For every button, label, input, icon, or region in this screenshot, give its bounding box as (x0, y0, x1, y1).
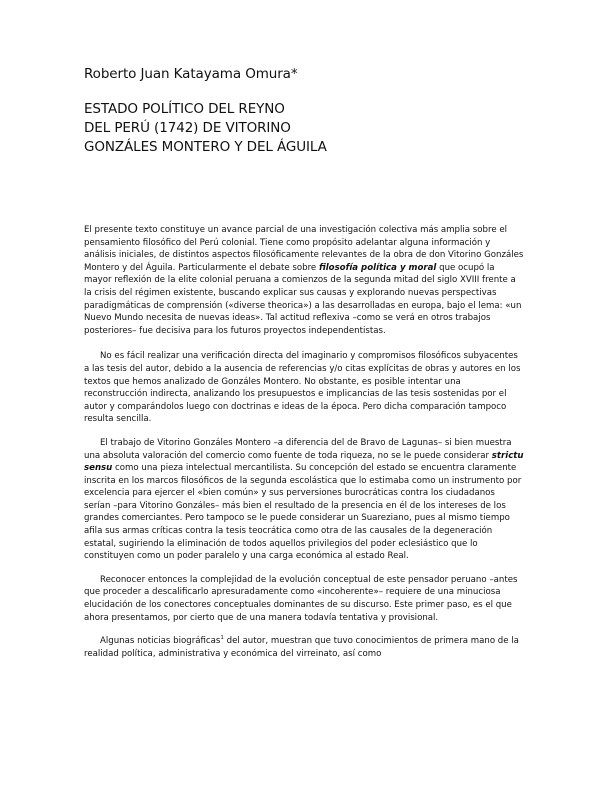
paragraph-5 (84, 635, 524, 660)
paragraph-1-text-b: que ocupó la mayor reflexión de la elite colonial peruana a comienzos de la segunda mitad del siglo XVIII frente a la crisis del régimen existente, buscando explicar sus causas y explorando nuevas perspectivas paradigmáticas de comprensión («diverse theorica») a las desarrolladas en europa, bajo el lema: «un Nuevo Mundo necesita de nuevas ideas». Tal actitud reflexiva –como se verá en otros trabajos posteriores– fue decisiva para los futuros proyectos independentistas. (84, 262, 522, 336)
paragraph-5-text-a: Algunas noticias biográficas (100, 636, 221, 647)
footnote-marker[interactable]: 1 (220, 635, 224, 642)
document-title (84, 100, 327, 157)
paragraph-1-text-a: El presente texto constituye un avance parcial de una investigación colectiva más amplia sobre el pensamiento filosófico del Perú colonial. Tiene como propósito adelantar alguna información y análisis iniciales, de distintos aspectos filosóficamente relevantes de la obra de don Vitorino Gonzáles Montero y del Águila. Particularmente el debate sobre (84, 225, 524, 273)
paragraph-3-text-a: El trabajo de Vitorino Gonzáles Montero –a diferencia del de Bravo de Lagunas– si bien muestra una absoluta valoración del comercio como fuente de toda riqueza, no se le puede considerar (84, 437, 512, 461)
paragraph-1-emphasis: filosofía política y moral (318, 262, 437, 273)
title-line-3: GONZÁLES MONTERO Y DEL ÁGUILA (84, 139, 327, 155)
author-name: Roberto Juan Katayama Omura* (84, 66, 298, 82)
paragraph-5-text-b: del autor, muestran que tuvo conocimientos de primera mano de la realidad política, administrativa y económica del virreinato, así como (84, 636, 519, 659)
paragraph-3 (84, 437, 524, 563)
paragraph-4: Reconocer entonces la complejidad de la evolución conceptual de este pensador peruano –antes que proceder a descalificarlo apresuradamente como «incoherente»– requiere de una minuciosa elucidación de los conectores conceptuales dominantes de su discurso. Este primer paso, es el que ahora presentamos, por cierto que de una manera todavía tentativa y provisional. (84, 574, 518, 623)
paragraph-3-emphasis: strictu sensu (84, 450, 524, 474)
paragraph-1 (84, 224, 524, 337)
paragraph-2: No es fácil realizar una verificación directa del imaginario y compromisos filosóficos subyacentes a las tesis del autor, debido a la ausencia de referencias y/o citas explícitas de obras y autores en los textos que hemos analizado de Gonzáles Montero. No obstante, es posible intentar una reconstrucción indirecta, analizando los presupuestos e implicancias de las tesis sostenidas por el autor y comparándolos luego con doctrinas e ideas de la época. Pero dicha comparación tampoco resulta sencilla. (84, 351, 521, 425)
title-line-1: ESTADO POLÍTICO DEL REYNO (84, 101, 285, 117)
title-line-2: DEL PERÚ (1742) DE VITORINO (84, 120, 291, 136)
paragraph-3-text-b: como una pieza intelectual mercantilista. Su concepción del estado se encuentra claramente inscrita en los marcos filosóficos de la segunda escolástica que lo estimaba como un instrumento por excelencia para ejercer el «bien común» y sus perversiones burocráticas contra los ciudadanos serían –para Vitorino Gonzáles– más bien el resultado de la presencia en él de los intereses de los grandes comerciantes. Pero tampoco se le puede considerar un Suareziano, pues al mismo tiempo afila sus armas críticas contra la tesis teocrática como otra de las causales de la degeneración estatal, sugiriendo la eliminación de todos aquellos privilegios del poder eclesiástico que lo constituyen como un poder paralelo y una carga económica al estado Real. (84, 463, 522, 562)
document-body (84, 224, 524, 671)
